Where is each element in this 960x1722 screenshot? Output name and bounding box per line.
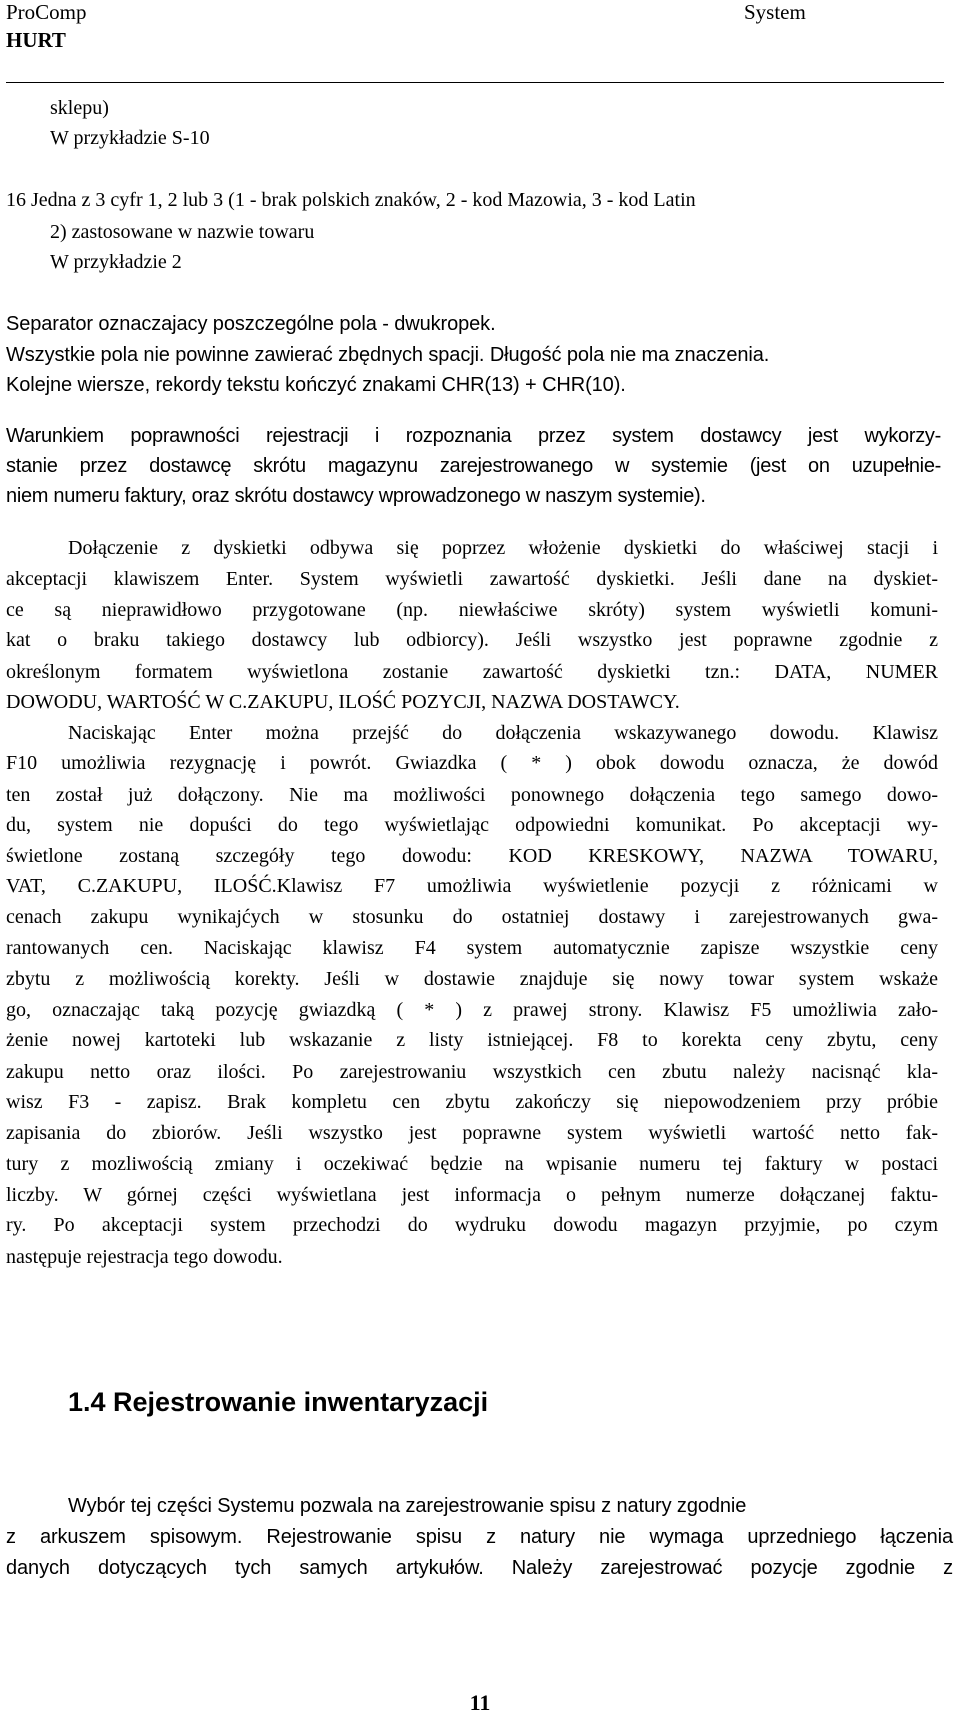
paragraph-line: ce są nieprawidłowo przygotowane (np. niewłaściwe skróty) system wyświetli komuni-	[6, 599, 938, 621]
paragraph-line: ten został już dołączony. Nie ma możliwości ponownego dołączenia tego samego dowo-	[6, 784, 938, 806]
paragraph-line: zbytu z możliwością korekty. Jeśli w dostawie znajduje się nowy towar system wskaże	[6, 968, 938, 990]
header-product: HURT	[6, 28, 66, 52]
text-line: W przykładzie 2	[50, 251, 182, 273]
paragraph-line: następuje rejestracja tego dowodu.	[6, 1246, 283, 1268]
paragraph-line: Warunkiem poprawności rejestracji i rozpoznania przez system dostawcy jest wykorzy-	[6, 425, 941, 447]
paragraph-line: akceptacji klawiszem Enter. System wyświetli zawartość dyskietki. Jeśli dane na dyskiet-	[6, 568, 938, 590]
paragraph-line: liczby. W górnej części wyświetlana jest informacja o pełnym numerze dołączanej faktu-	[6, 1184, 938, 1206]
paragraph-line: rantowanych cen. Naciskając klawisz F4 system automatycznie zapisze wszystkie ceny	[6, 937, 938, 959]
paragraph-line: stanie przez dostawcę skrótu magazynu zarejestrowanego w systemie (jest on uzupełnie-	[6, 455, 941, 477]
text-line: W przykładzie S-10	[50, 127, 210, 149]
header-system: System	[744, 0, 806, 24]
paragraph-line: du, system nie dopuści do tego wyświetlając odpowiedni komunikat. Po akceptacji wy-	[6, 814, 938, 836]
paragraph-line: zakupu netto oraz ilości. Po zarejestrowaniu wszystkich cen zbutu należy nacisnąć kla-	[6, 1061, 938, 1083]
paragraph-line: Dołączenie z dyskietki odbywa się poprzez włożenie dyskietki do właściwej stacji i	[68, 537, 938, 559]
text-line: 2) zastosowane w nazwie towaru	[50, 221, 315, 243]
paragraph-line: cenach zakupu wynikajćych w stosunku do ostatniej dostawy i zarejestrowanych gwa-	[6, 906, 938, 928]
paragraph-line: Naciskając Enter można przejść do dołączenia wskazywanego dowodu. Klawisz	[68, 722, 938, 744]
paragraph-line: świetlone zostaną szczegóły tego dowodu: KOD KRESKOWY, NAZWA TOWARU,	[6, 845, 938, 867]
header-company: ProComp	[6, 0, 87, 24]
paragraph-line: kat o braku takiego dostawcy lub odbiorcy). Jeśli wszystko jest poprawne zgodnie z	[6, 629, 938, 651]
paragraph-line: określonym formatem wyświetlona zostanie zawartość dyskietki tzn.: DATA, NUMER	[6, 661, 938, 683]
text-line: Wszystkie pola nie powinne zawierać zbędnych spacji. Długość pola nie ma znaczenia.	[6, 344, 770, 366]
text-line: 16 Jedna z 3 cyfr 1, 2 lub 3 (1 - brak polskich znaków, 2 - kod Mazowia, 3 - kod Latin	[6, 189, 696, 211]
paragraph-line: go, oznaczając taką pozycję gwiazdką ( * ) z prawej strony. Klawisz F5 umożliwia zało-	[6, 999, 938, 1021]
paragraph-line: żenie nowej kartoteki lub wskazanie z listy istniejącej. F8 to korekta ceny zbytu, ceny	[6, 1029, 938, 1051]
paragraph-line: zapisania do zbiorów. Jeśli wszystko jest poprawne system wyświetli wartość netto fak-	[6, 1122, 938, 1144]
paragraph-line: tury z mozliwością zmiany i oczekiwać będzie na wpisanie numeru tej faktury w postaci	[6, 1153, 938, 1175]
paragraph-line: DOWODU, WARTOŚĆ W C.ZAKUPU, ILOŚĆ POZYCJI, NAZWA DOSTAWCY.	[6, 691, 680, 713]
paragraph-line: niem numeru faktury, oraz skrótu dostawcy wprowadzonego w naszym systemie).	[6, 485, 706, 507]
paragraph-line: Wybór tej części Systemu pozwala na zarejestrowanie spisu z natury zgodnie	[68, 1495, 747, 1517]
paragraph-line: ry. Po akceptacji system przechodzi do wydruku dowodu magazyn przyjmie, po czym	[6, 1214, 938, 1236]
paragraph-line: wisz F3 - zapisz. Brak kompletu cen zbytu zakończy się niepowodzeniem przy próbie	[6, 1091, 938, 1113]
text-line: Separator oznaczajacy poszczególne pola - dwukropek.	[6, 313, 496, 335]
page-number: 11	[469, 1690, 491, 1715]
text-line: Kolejne wiersze, rekordy tekstu kończyć znakami CHR(13) + CHR(10).	[6, 374, 626, 396]
paragraph-line: z arkuszem spisowym. Rejestrowanie spisu z natury nie wymaga uprzedniego łączenia	[6, 1526, 953, 1548]
text-line: sklepu)	[50, 97, 109, 119]
paragraph-line: danych dotyczących tych samych artykułów. Należy zarejestrować pozycje zgodnie z	[6, 1557, 953, 1579]
section-heading: 1.4 Rejestrowanie inwentaryzacji	[68, 1387, 489, 1417]
paragraph-line: VAT, C.ZAKUPU, ILOŚĆ.Klawisz F7 umożliwia wyświetlenie pozycji z różnicami w	[6, 875, 938, 897]
paragraph-line: F10 umożliwia rezygnację i powrót. Gwiazdka ( * ) obok dowodu oznacza, że dowód	[6, 752, 938, 774]
header-rule	[6, 82, 944, 83]
